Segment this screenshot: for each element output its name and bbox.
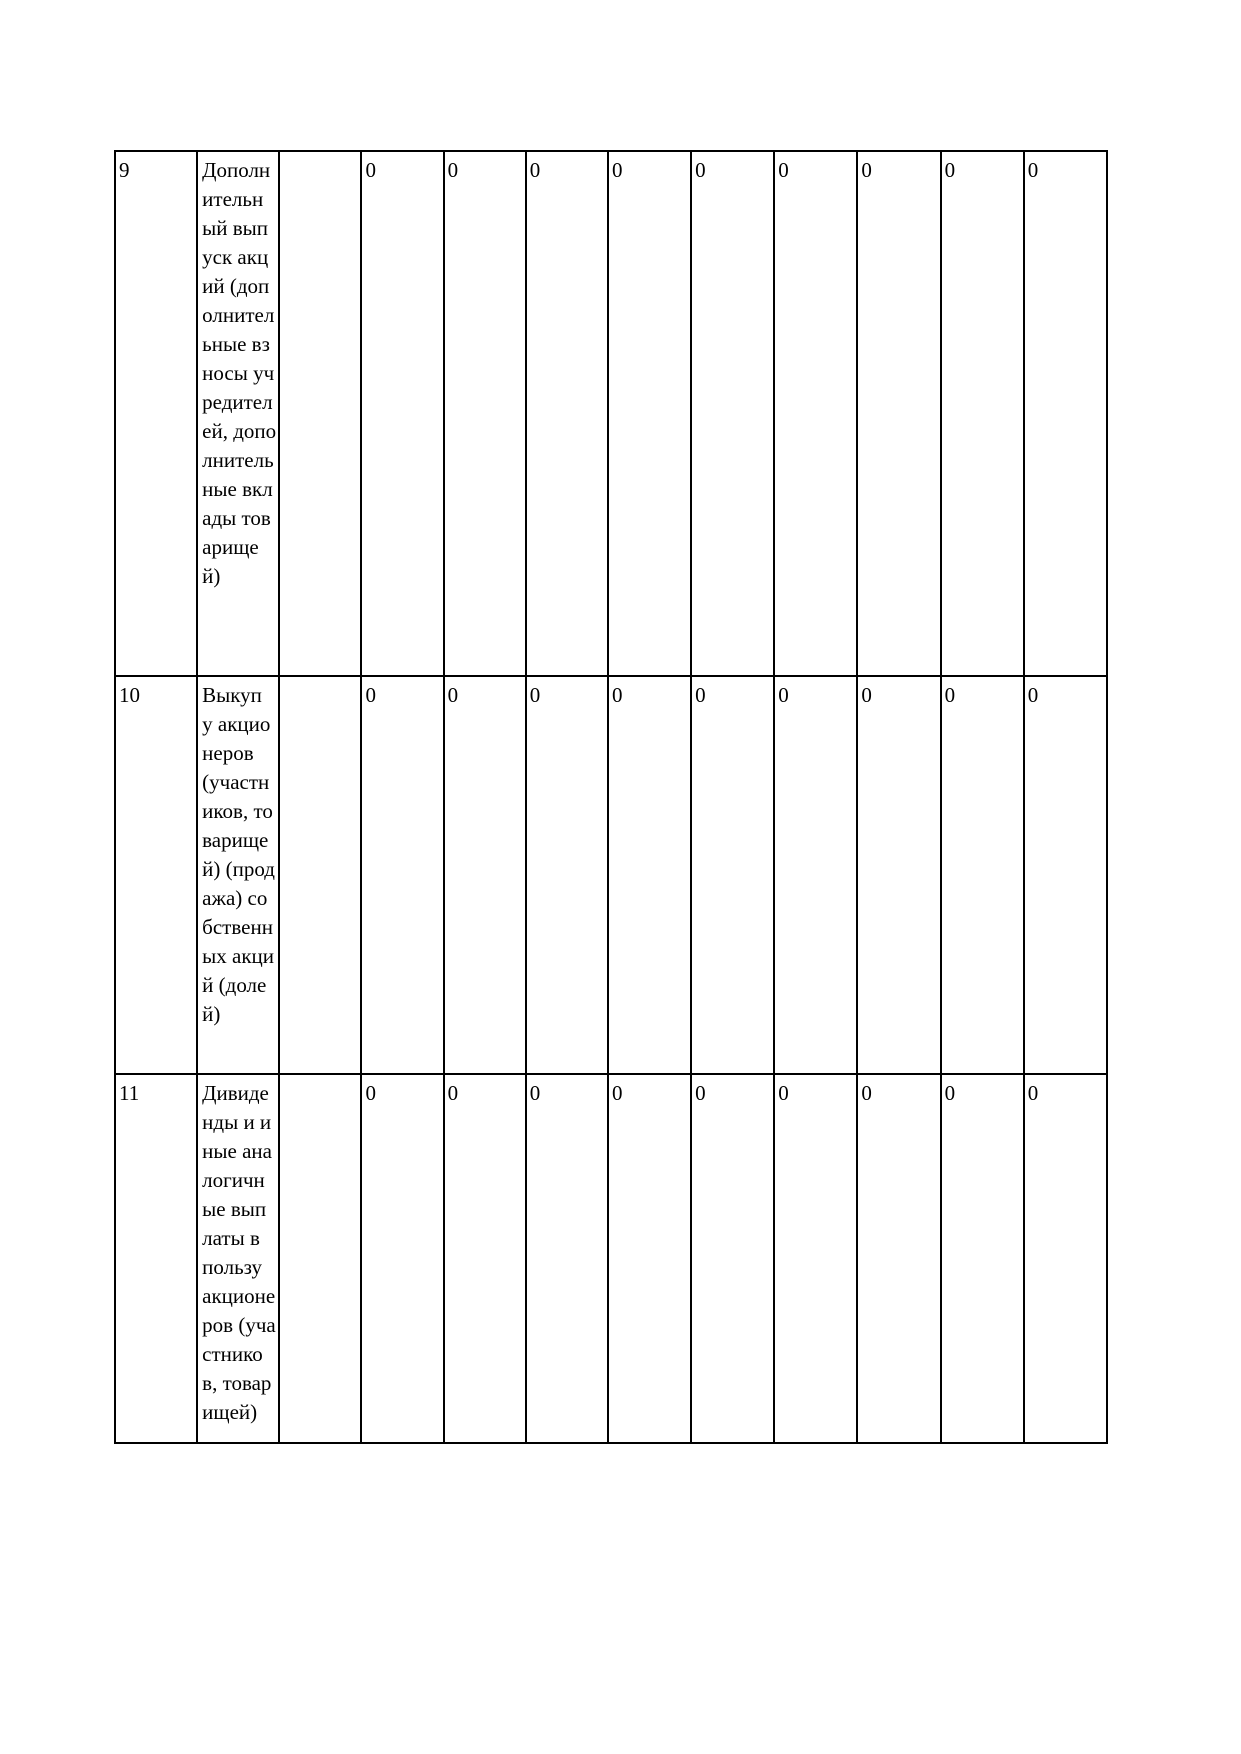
- value-cell: [608, 151, 691, 676]
- row-description: Выкуп у акционеров (участников, товарищей) (продажа) собственных акций (долей): [202, 683, 275, 1026]
- value: 0: [529, 158, 541, 182]
- value: 0: [365, 158, 376, 182]
- value-cell: [1024, 151, 1107, 676]
- value-cell: [941, 1074, 1024, 1443]
- value: 0: [1027, 158, 1039, 182]
- value-cell: [361, 676, 443, 1074]
- description-cell: [197, 1074, 279, 1443]
- value: 0: [695, 683, 706, 707]
- value: 0: [365, 683, 376, 707]
- row-code: [280, 1075, 360, 1442]
- value: 0: [447, 1081, 459, 1105]
- value: 0: [861, 158, 872, 182]
- value: 0: [1027, 1081, 1039, 1105]
- value: 0: [944, 158, 956, 182]
- value: 0: [447, 158, 459, 182]
- value-cell: [774, 151, 857, 676]
- value: 0: [695, 158, 706, 182]
- value: 0: [447, 683, 459, 707]
- code-cell: [279, 676, 361, 1074]
- value: 0: [1027, 683, 1039, 707]
- value-cell: [526, 1074, 608, 1443]
- value: 0: [778, 158, 789, 182]
- value-cell: [857, 1074, 940, 1443]
- row-code: [280, 152, 360, 675]
- value-cell: [941, 676, 1024, 1074]
- value-cell: [526, 151, 608, 676]
- value-cell: [526, 676, 608, 1074]
- row-number: 11: [119, 1081, 140, 1105]
- value-cell: [941, 151, 1024, 676]
- value-cell: [691, 676, 774, 1074]
- document-page: [114, 150, 1108, 1444]
- table-row: [115, 151, 1107, 676]
- value-cell: [361, 1074, 443, 1443]
- row-number-cell: [115, 1074, 197, 1443]
- value-cell: [774, 1074, 857, 1443]
- row-number-cell: [115, 151, 197, 676]
- value: 0: [778, 1081, 789, 1105]
- value-cell: [1024, 1074, 1107, 1443]
- description-cell: [197, 151, 279, 676]
- value: 0: [611, 158, 623, 182]
- description-cell: [197, 676, 279, 1074]
- value: 0: [778, 683, 789, 707]
- row-number: 10: [119, 683, 140, 707]
- value: 0: [529, 683, 541, 707]
- row-description: Дивиденды и иные аналогичные выплаты в пользу акционеров (участников, товарищей): [202, 1081, 276, 1424]
- value-cell: [857, 676, 940, 1074]
- value: 0: [529, 1081, 541, 1105]
- value-cell: [857, 151, 940, 676]
- code-cell: [279, 151, 361, 676]
- value-cell: [444, 676, 526, 1074]
- value: 0: [861, 683, 872, 707]
- value-cell: [691, 151, 774, 676]
- data-table: [114, 150, 1108, 1444]
- table-row: [115, 676, 1107, 1074]
- value-cell: [361, 151, 443, 676]
- value-cell: [691, 1074, 774, 1443]
- value: 0: [944, 1081, 956, 1105]
- code-cell: [279, 1074, 361, 1443]
- value: 0: [611, 683, 623, 707]
- value-cell: [608, 676, 691, 1074]
- value-cell: [608, 1074, 691, 1443]
- table-row: [115, 1074, 1107, 1443]
- value-cell: [444, 1074, 526, 1443]
- value-cell: [774, 676, 857, 1074]
- value: 0: [611, 1081, 623, 1105]
- row-number: 9: [119, 158, 130, 182]
- value-cell: [1024, 676, 1107, 1074]
- row-description: Дополнительный выпуск акций (дополнительные взносы учредителей, дополнительные вклады товарищей): [202, 158, 277, 588]
- value: 0: [695, 1081, 706, 1105]
- value: 0: [861, 1081, 872, 1105]
- value-cell: [444, 151, 526, 676]
- value: 0: [944, 683, 956, 707]
- row-code: [280, 677, 360, 1073]
- row-number-cell: [115, 676, 197, 1074]
- value: 0: [365, 1081, 376, 1105]
